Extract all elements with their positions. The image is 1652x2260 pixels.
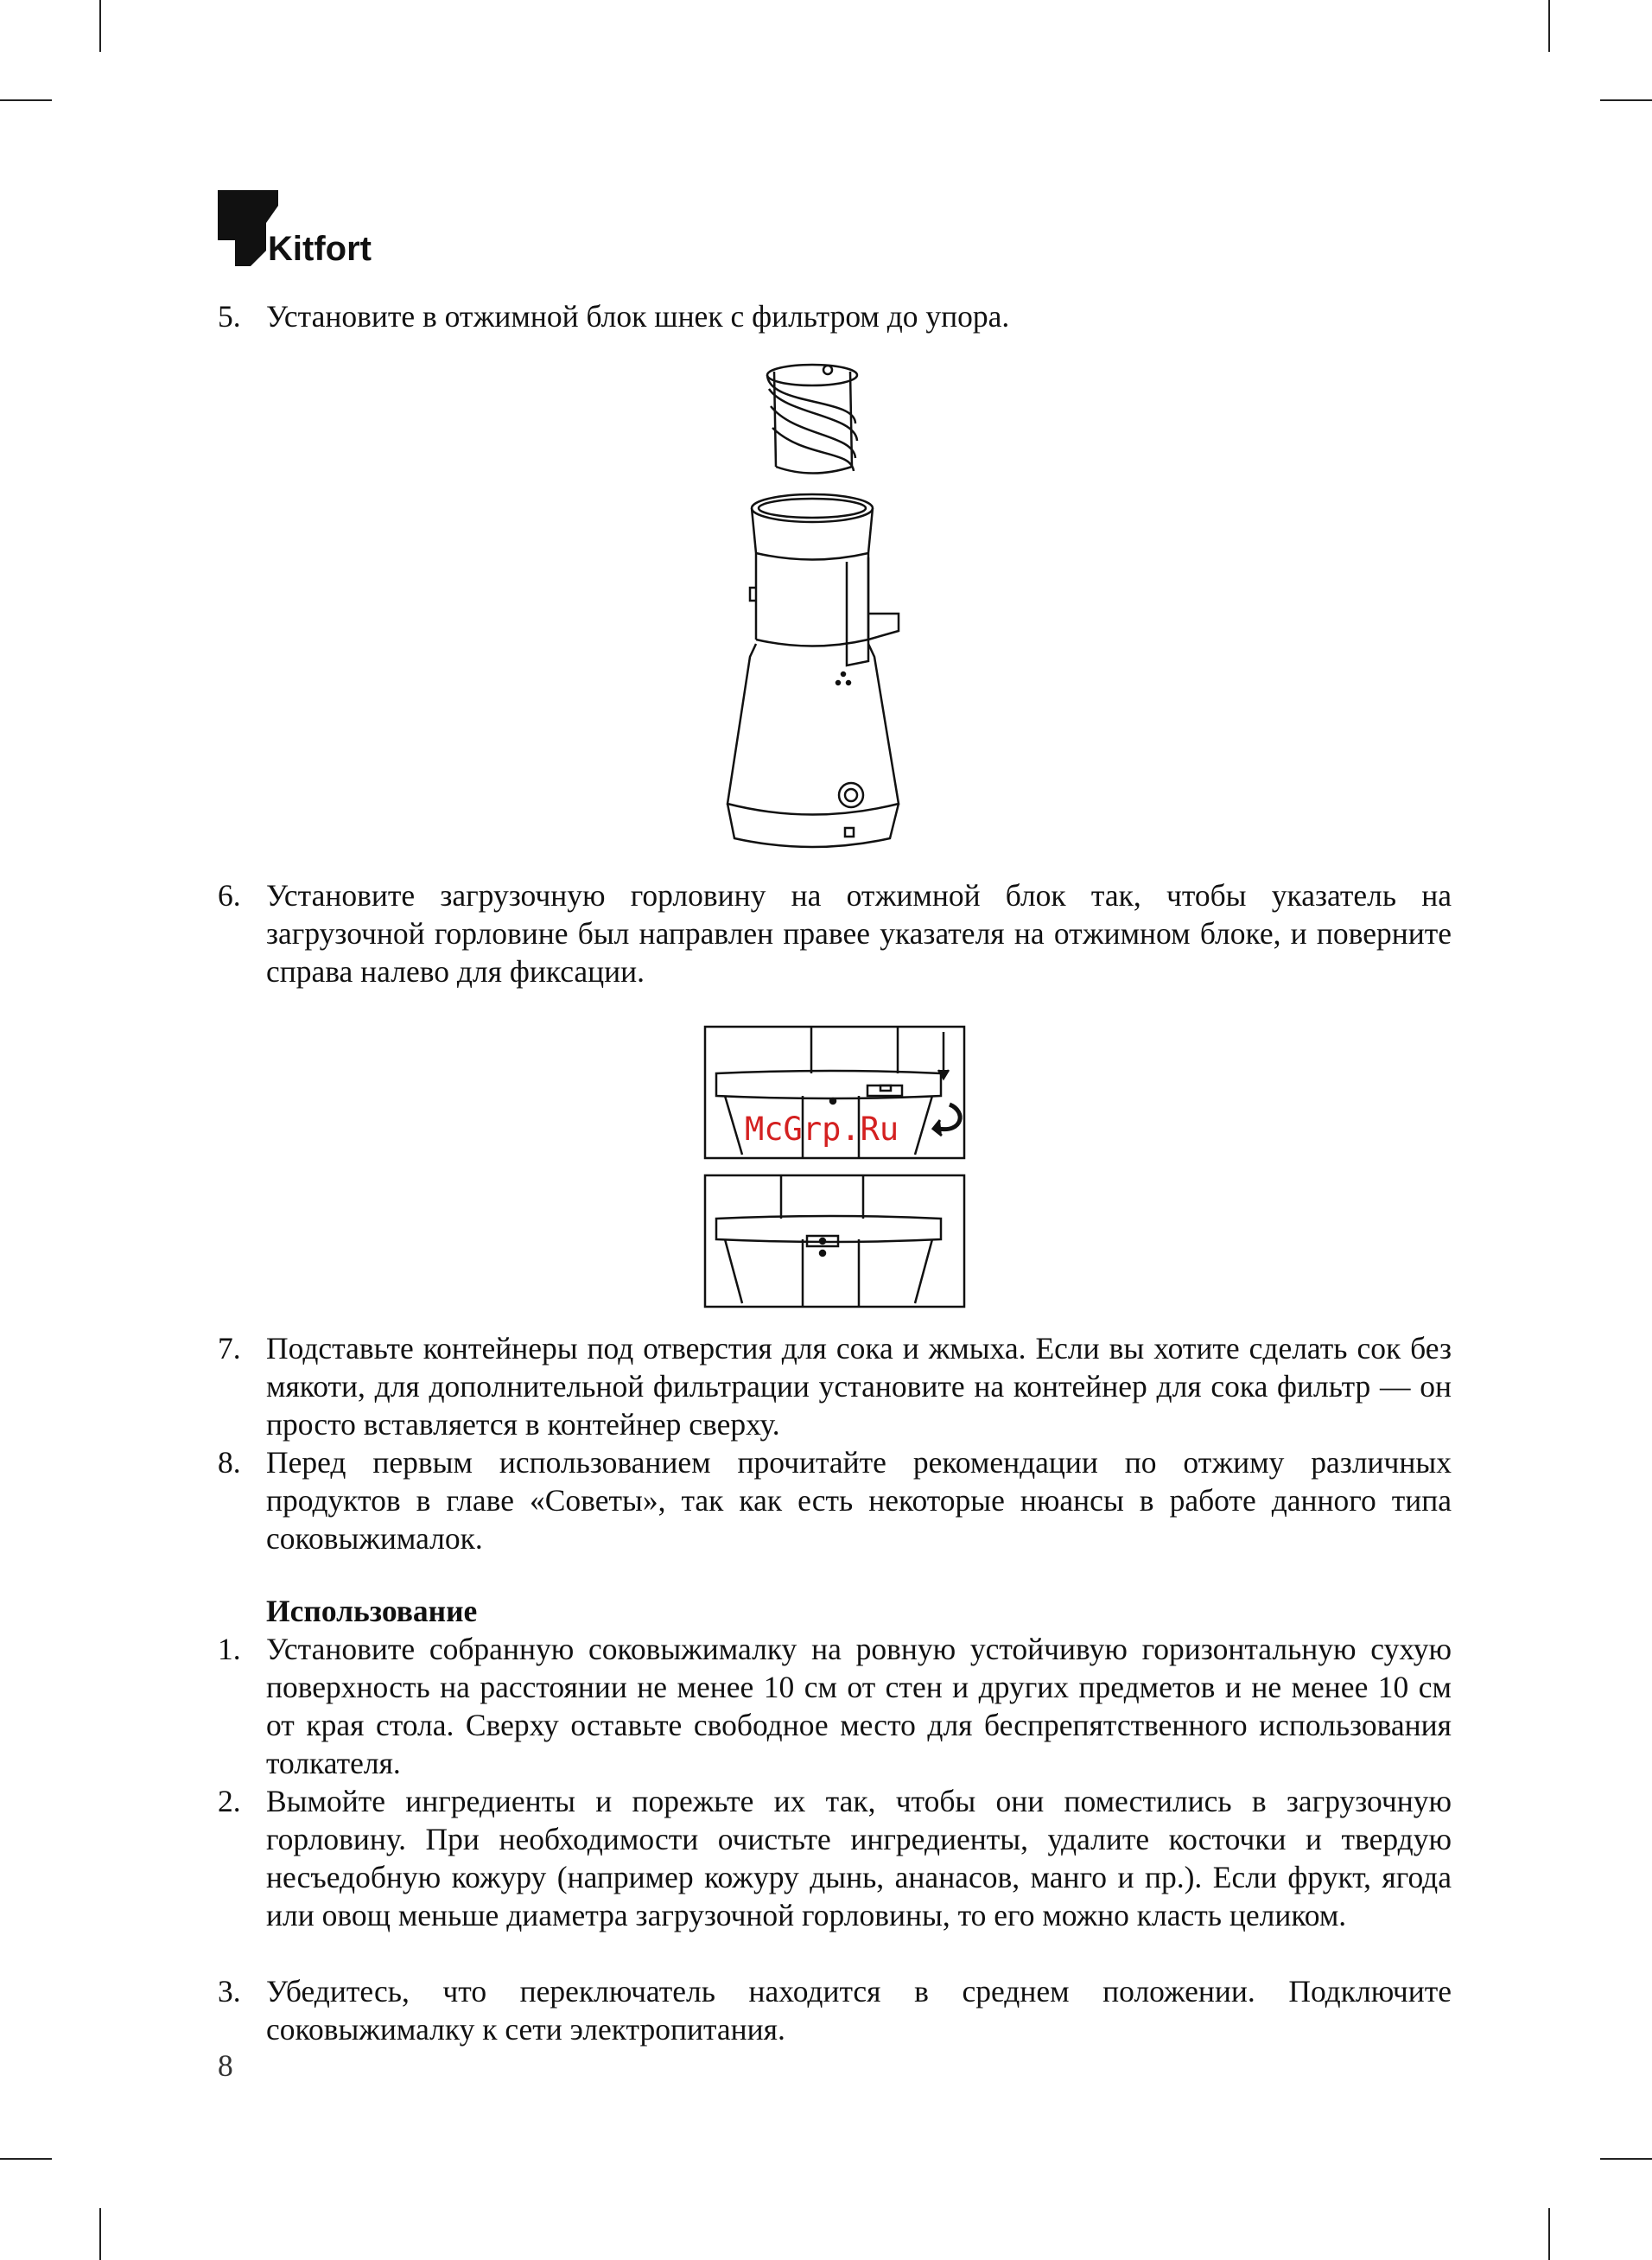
list-text: Перед первым использованием прочитайте рекомендации по отжиму различных продуктов в главе «Советы», так как есть некоторые нюансы в работе данного типа соковыжималок. xyxy=(266,1445,1452,1556)
list-number: 3. xyxy=(218,1974,241,2009)
list-text: Установите собранную соковыжималку на ровную устойчивую горизонтальную сухую поверхность на расстоянии не менее 10 см от стен и других предметов и не менее 10 см от края стола. Сверху оставьте свободное место для беспрепятственного использования толкателя. xyxy=(266,1632,1452,1780)
list-item xyxy=(218,1782,1452,1934)
list-number: 8. xyxy=(218,1445,241,1480)
crop-mark xyxy=(1548,0,1550,52)
neck-alignment-illustration xyxy=(703,1025,966,1308)
crop-mark xyxy=(99,2208,101,2260)
list-item xyxy=(218,1972,1452,2048)
list-number: 1. xyxy=(218,1632,241,1666)
section-heading: Использование xyxy=(266,1594,478,1628)
list-item xyxy=(218,1630,1452,1782)
list-item xyxy=(218,297,1452,335)
list-item xyxy=(218,1443,1452,1557)
list-number: 6. xyxy=(218,878,241,913)
list-text: Подставьте контейнеры под отверстия для сока и жмыха. Если вы хотите сделать сок без мякоти, для дополнительной фильтрации установите на контейнер для сока фильтр — он просто вставляется в контейнер сверху. xyxy=(266,1331,1452,1442)
list-item xyxy=(218,1329,1452,1443)
crop-mark xyxy=(1548,2208,1550,2260)
list-item xyxy=(218,876,1452,990)
crop-mark xyxy=(0,2158,52,2160)
brand-name: Kitfort xyxy=(268,230,372,268)
list-text: Вымойте ингредиенты и порежьте их так, чтобы они поместились в загрузочную горловину. При необходимости очистьте ингредиенты, удалите косточки и твердую несъедобную кожуру (например кожуру дынь, ананасов, манго и пр.). Если фрукт, ягода или овощ меньше диаметра загрузочной горловины, то его можно класть целиком. xyxy=(266,1784,1452,1932)
watermark: McGrp.Ru xyxy=(745,1111,899,1148)
crop-mark xyxy=(1600,99,1652,101)
crop-mark xyxy=(99,0,101,52)
crop-mark xyxy=(1600,2158,1652,2160)
juicer-assembly-illustration xyxy=(708,354,916,856)
list-text: Установите в отжимной блок шнек с фильтром до упора. xyxy=(266,299,1010,334)
list-text: Установите загрузочную горловину на отжимной блок так, чтобы указатель на загрузочной горловине был направлен правее указателя на отжимном блоке, и поверните справа налево для фиксации. xyxy=(266,878,1452,989)
list-number: 7. xyxy=(218,1331,241,1366)
crop-mark xyxy=(0,99,52,101)
list-text: Убедитесь, что переключатель находится в среднем положении. Подключите соковыжималку к сети электропитания. xyxy=(266,1974,1452,2047)
list-number: 5. xyxy=(218,299,241,334)
page-number: 8 xyxy=(218,2048,233,2083)
list-number: 2. xyxy=(218,1784,241,1818)
